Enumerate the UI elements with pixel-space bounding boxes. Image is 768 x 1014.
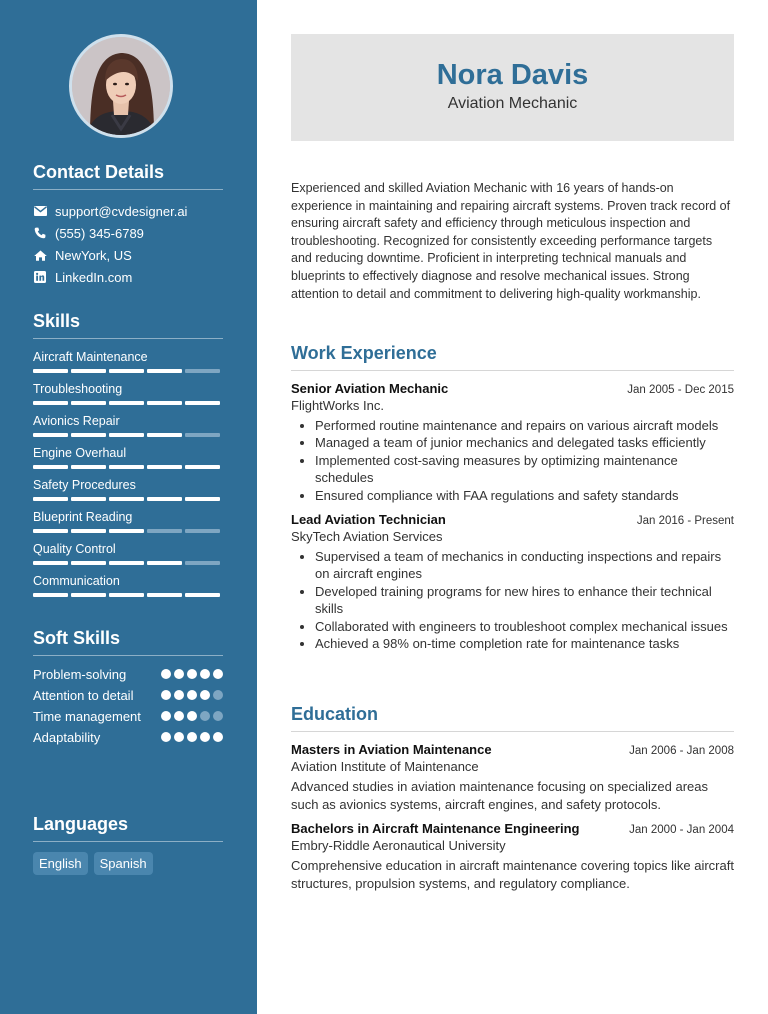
linkedin-icon [33, 270, 47, 284]
skill-item [33, 413, 223, 445]
job-bullets [291, 417, 734, 504]
job-bullet: • Achieved a 98% on-time completion rate for maintenance tasks [315, 635, 734, 652]
skill-item [33, 445, 223, 477]
rating-dot [174, 732, 184, 742]
contact-linkedin[interactable] [33, 266, 223, 288]
contact-phone-text: (555) 345-6789 [55, 225, 144, 241]
education-dates: Jan 2000 - Jan 2004 [629, 824, 734, 837]
soft-skills-list [33, 666, 223, 746]
skill-name: Safety Procedures [33, 478, 136, 492]
school-name: Aviation Institute of Maintenance [291, 759, 479, 774]
job-position: Senior Aviation Mechanic [291, 381, 449, 396]
skill-level-segment [109, 465, 144, 469]
education-section [291, 704, 734, 892]
skill-level-segment [33, 369, 68, 373]
skill-level-segment [185, 369, 220, 373]
skill-level-segment [147, 401, 182, 405]
skill-level-segment [147, 593, 182, 597]
education-description: Advanced studies in aviation maintenance focusing on specialized areas such as avionics systems, aircraft engines, and safety protocols. [291, 779, 708, 812]
sidebar [0, 0, 257, 1014]
job-entry [291, 512, 734, 652]
job-dates: Jan 2016 - Present [636, 515, 734, 528]
job-bullet: • Implemented cost-saving measures by optimizing maintenance schedules [315, 452, 734, 487]
skill-level-bar [33, 433, 223, 437]
education-description: Comprehensive education in aircraft maintenance covering topics like aircraft structures, propulsion systems, and regulatory compliance. [291, 858, 734, 891]
phone-icon [33, 226, 47, 240]
skill-level-segment [185, 529, 220, 533]
contact-email-text: support@cvdesigner.ai [55, 203, 188, 219]
skill-level-bar [33, 529, 223, 533]
skill-level-bar [33, 593, 223, 597]
soft-skill-item [33, 687, 223, 704]
soft-skill-rating [161, 666, 223, 679]
rating-dot [200, 711, 210, 721]
contact-section [33, 162, 223, 288]
rating-dot [187, 732, 197, 742]
skill-level-bar [33, 465, 223, 469]
soft-skill-item [33, 666, 223, 683]
skill-item [33, 381, 223, 413]
rating-dot [200, 690, 210, 700]
skill-level-bar [33, 401, 223, 405]
skill-name: Blueprint Reading [33, 510, 133, 524]
skill-item [33, 541, 223, 573]
skill-level-segment [147, 529, 182, 533]
job-dates: Jan 2005 - Dec 2015 [627, 384, 734, 396]
skill-level-segment [71, 497, 106, 501]
contact-phone[interactable] [33, 222, 223, 244]
skill-item [33, 477, 223, 509]
skill-name: Quality Control [33, 542, 116, 556]
skill-level-segment [147, 561, 182, 565]
job-bullet: • Ensured compliance with FAA regulations and safety standards [315, 487, 734, 504]
contact-location-text: NewYork, US [55, 247, 132, 263]
skill-level-segment [185, 465, 220, 469]
skill-level-segment [33, 561, 68, 565]
skill-level-segment [147, 465, 182, 469]
skill-level-segment [147, 497, 182, 501]
skill-name: Aircraft Maintenance [33, 350, 148, 364]
skill-level-segment [109, 561, 144, 565]
language-tags [33, 852, 223, 875]
envelope-icon [33, 204, 47, 218]
skill-name: Engine Overhaul [33, 446, 127, 460]
job-bullet: • Performed routine maintenance and repairs on various aircraft models [315, 417, 734, 434]
skill-level-segment [109, 433, 144, 437]
rating-dot [187, 690, 197, 700]
rating-dot [187, 711, 197, 721]
skill-level-segment [109, 369, 144, 373]
profile-photo [72, 37, 170, 135]
rating-dot [213, 711, 223, 721]
education-entry [291, 821, 734, 892]
job-bullet: • Developed training programs for new hires to enhance their technical skills [315, 583, 734, 618]
skill-name: Communication [33, 574, 120, 588]
rating-dot [174, 669, 184, 679]
skill-level-segment [185, 561, 220, 565]
skill-level-segment [71, 401, 106, 405]
skill-level-segment [71, 529, 106, 533]
skill-level-segment [185, 593, 220, 597]
job-company: FlightWorks Inc. [291, 398, 384, 413]
skill-level-segment [71, 433, 106, 437]
avatar [69, 34, 173, 138]
soft-skill-rating [161, 687, 223, 700]
skill-level-segment [33, 401, 68, 405]
job-bullet: • Collaborated with engineers to troubleshoot complex mechanical issues [315, 618, 734, 635]
soft-skill-item [33, 708, 223, 725]
rating-dot [161, 669, 171, 679]
contact-email[interactable] [33, 200, 223, 222]
summary-text: Experienced and skilled Aviation Mechanic with 16 years of hands-on experience in maintaining and repairing aircraft systems. Proven track record of ensuring aircraft safety and efficiency through meticulous inspection and troubleshooting. Recognized for consistently exceeding performance targets and reducing downtime. Proficient in interpreting technical manuals and blueprints to effectively diagnose and resolve mechanical issues. Strong attention to detail and commitment to delivering high-quality workmanship. [291, 181, 731, 301]
job-entry [291, 381, 734, 504]
rating-dot [161, 711, 171, 721]
skill-level-segment [147, 369, 182, 373]
skill-level-segment [33, 593, 68, 597]
job-company: SkyTech Aviation Services [291, 529, 443, 545]
home-icon [33, 248, 47, 262]
rating-dot [213, 732, 223, 742]
skill-name: Avionics Repair [33, 414, 120, 428]
skill-level-segment [185, 433, 220, 437]
name-header [291, 34, 734, 141]
soft-skill-name: Problem-solving [33, 667, 127, 682]
skill-level-segment [109, 401, 144, 405]
skill-level-segment [71, 593, 106, 597]
skill-level-segment [33, 529, 68, 533]
soft-skill-name: Adaptability [33, 730, 101, 745]
education-title: Education [291, 704, 734, 732]
contact-location [33, 244, 223, 266]
skills-title: Skills [33, 311, 223, 339]
school-name: Embry-Riddle Aeronautical University [291, 838, 506, 854]
degree-name: Bachelors in Aircraft Maintenance Engineering [291, 821, 580, 837]
soft-skill-name: Time management [33, 709, 141, 724]
job-bullet: • Managed a team of junior mechanics and delegated tasks efficiently [315, 434, 734, 451]
skills-list [33, 349, 223, 605]
degree-name: Masters in Aviation Maintenance [291, 742, 492, 757]
skill-item [33, 509, 223, 541]
languages-title: Languages [33, 814, 223, 842]
skill-level-segment [33, 433, 68, 437]
skill-level-segment [33, 465, 68, 469]
job-bullet: • Supervised a team of mechanics in conducting inspections and repairs on aircraft engines [315, 548, 734, 583]
education-dates: Jan 2006 - Jan 2008 [629, 745, 734, 757]
soft-skill-item [33, 729, 223, 746]
job-title: Aviation Mechanic [447, 95, 578, 112]
languages-section [33, 814, 223, 875]
skill-level-segment [185, 401, 220, 405]
work-section [291, 343, 734, 652]
skill-name: Troubleshooting [33, 382, 123, 396]
rating-dot [161, 690, 171, 700]
contact-title: Contact Details [33, 162, 223, 190]
skill-level-bar [33, 497, 223, 501]
rating-dot [174, 711, 184, 721]
skill-item [33, 573, 223, 605]
rating-dot [200, 732, 210, 742]
rating-dot [213, 669, 223, 679]
work-title: Work Experience [291, 343, 734, 371]
rating-dot [174, 690, 184, 700]
rating-dot [200, 669, 210, 679]
soft-skill-rating [161, 729, 223, 742]
rating-dot [161, 732, 171, 742]
soft-skills-title: Soft Skills [33, 628, 223, 656]
skills-section [33, 311, 223, 605]
skill-level-segment [71, 369, 106, 373]
language-tag: Spanish [94, 852, 153, 875]
job-position: Lead Aviation Technician [291, 512, 446, 528]
skill-level-segment [71, 561, 106, 565]
soft-skill-rating [161, 708, 223, 721]
skill-level-segment [147, 433, 182, 437]
education-entry [291, 742, 734, 813]
job-bullets [291, 548, 734, 652]
rating-dot [187, 669, 197, 679]
soft-skill-name: Attention to detail [33, 688, 134, 703]
skill-level-bar [33, 369, 223, 373]
skill-item [33, 349, 223, 381]
skill-level-segment [109, 593, 144, 597]
person-name: Nora Davis [436, 59, 589, 91]
contact-linkedin-text: LinkedIn.com [55, 269, 133, 285]
language-tag: English [33, 852, 88, 875]
rating-dot [213, 690, 223, 700]
skill-level-segment [109, 529, 144, 533]
skill-level-segment [109, 497, 144, 501]
soft-skills-section [33, 628, 223, 746]
skill-level-segment [185, 497, 220, 501]
skill-level-segment [71, 465, 106, 469]
skill-level-bar [33, 561, 223, 565]
skill-level-segment [33, 497, 68, 501]
